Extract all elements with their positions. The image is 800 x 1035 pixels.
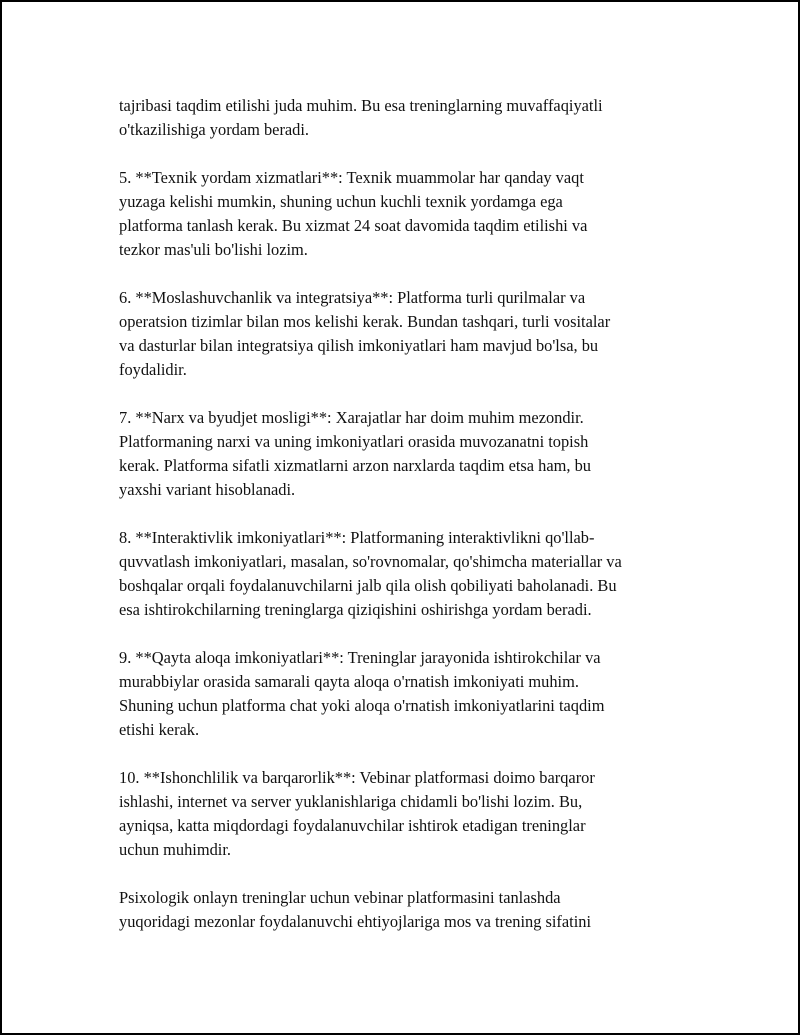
document-body	[119, 94, 689, 934]
paragraph-item-5-technical-support: 5. **Texnik yordam xizmatlari**: Texnik muammolar har qanday vaqt yuzaga kelishi mumkin, shuning uchun kuchli texnik yordamga ega platforma tanlash kerak. Bu xizmat 24 soat davomida taqdim etilishi va tezkor mas'uli bo'lishi lozim.	[119, 168, 588, 259]
paragraph-intro-continuation: tajribasi taqdim etilishi juda muhim. Bu esa treninglarning muvaffaqiyatli o'tkazilishiga yordam beradi.	[119, 96, 603, 139]
paragraph-item-6-compatibility: 6. **Moslashuvchanlik va integratsiya**: Platforma turli qurilmalar va operatsion tizimlar bilan mos kelishi kerak. Bundan tashqari, turli vositalar va dasturlar bilan integratsiya qilish imkoniyatlari ham mavjud bo'lsa, bu foydalidir.	[119, 288, 611, 379]
paragraph-item-10-reliability: 10. **Ishonchlilik va barqarorlik**: Vebinar platformasi doimo barqaror ishlashi, internet va server yuklanishlariga chidamli bo'lishi lozim. Bu, ayniqsa, katta miqdordagi foydalanuvchilar ishtirok etadigan treninglar uchun muhimdir.	[119, 768, 595, 859]
paragraph-item-7-price: 7. **Narx va byudjet mosligi**: Xarajatlar har doim muhim mezondir. Platformaning narxi va uning imkoniyatlari orasida muvozanatni topish kerak. Platforma sifatli xizmatlarni arzon narxlarda taqdim etsa ham, bu yaxshi variant hisoblanadi.	[119, 408, 591, 499]
paragraph-conclusion: Psixologik onlayn treninglar uchun vebinar platformasini tanlashda yuqoridagi mezonlar foydalanuvchi ehtiyojlariga mos va trening sifatini	[119, 888, 592, 931]
paragraph-item-9-feedback: 9. **Qayta aloqa imkoniyatlari**: Treninglar jarayonida ishtirokchilar va murabbiylar orasida samarali qayta aloqa o'rnatish imkoniyati muhim. Shuning uchun platforma chat yoki aloqa o'rnatish imkoniyatlarini taqdim etishi kerak.	[119, 648, 605, 739]
paragraph-item-8-interactivity: 8. **Interaktivlik imkoniyatlari**: Platformaning interaktivlikni qo'llab- quvvatlash imkoniyatlari, masalan, so'rovnomalar, qo'shimcha materiallar va boshqalar orqali foydalanuvchilarni jalb qila olish qobiliyati baholanadi. Bu esa ishtirokchilarning treninglarga qiziqishini oshirishga yordam beradi.	[119, 528, 622, 619]
